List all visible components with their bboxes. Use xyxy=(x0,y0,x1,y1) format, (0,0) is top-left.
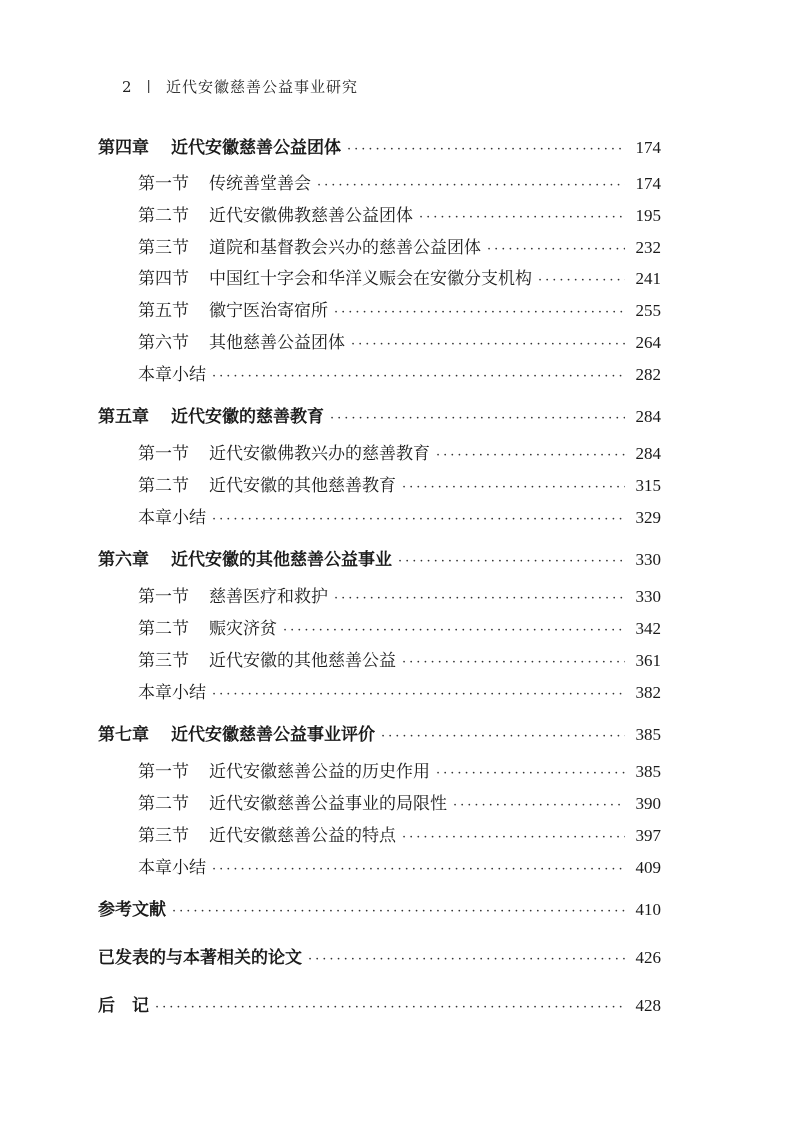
dot-leader xyxy=(347,137,625,163)
toc-entry-label xyxy=(98,135,341,161)
toc-entry-page-number: 264 xyxy=(635,333,661,352)
toc-entry-label xyxy=(138,505,206,531)
toc-entry-label xyxy=(98,897,166,923)
toc-entry-title: 徽宁医治寄宿所 xyxy=(209,301,328,321)
toc-entry-page-number: 241 xyxy=(635,269,661,288)
toc-section-entry[interactable] xyxy=(138,362,661,388)
toc-entry-number: 第六节 xyxy=(138,333,189,353)
toc-entry-number: 第五节 xyxy=(138,301,189,321)
dot-leader xyxy=(283,618,625,644)
toc-entry-page-number: 330 xyxy=(635,587,661,606)
toc-entry-page-number: 174 xyxy=(635,174,661,193)
toc-entry-number: 第二节 xyxy=(138,206,189,226)
toc-entry-page-number: 397 xyxy=(635,826,661,845)
toc-entry-page-number: 382 xyxy=(635,683,661,702)
toc-entry-title: 本章小结 xyxy=(138,683,206,703)
toc-chapter-entry[interactable] xyxy=(98,722,661,748)
toc-entry-title: 本章小结 xyxy=(138,508,206,528)
toc-entry-title: 近代安徽慈善公益团体 xyxy=(171,138,341,158)
page-number: 2 xyxy=(122,77,133,96)
toc-section-entry[interactable] xyxy=(138,235,661,261)
toc-entry-page-number: 385 xyxy=(635,725,661,744)
toc-entry-page-number: 361 xyxy=(635,651,661,670)
toc-entry-label xyxy=(138,473,396,499)
toc-entry-title: 传统善堂善会 xyxy=(209,174,311,194)
toc-entry-number: 第四章 xyxy=(98,138,149,158)
dot-leader xyxy=(212,857,625,883)
toc-entry-page-number: 385 xyxy=(635,762,661,781)
toc-chapter-entry[interactable] xyxy=(98,135,661,161)
toc-chapter-entry[interactable] xyxy=(98,404,661,430)
toc-entry-title: 近代安徽的其他慈善公益 xyxy=(209,651,396,671)
toc-entry-page-number: 315 xyxy=(635,476,661,495)
dot-leader xyxy=(436,761,625,787)
toc-entry-page-number: 174 xyxy=(635,138,661,157)
toc-entry-label xyxy=(138,362,206,388)
toc-entry-label xyxy=(138,330,345,356)
toc-section-entry[interactable] xyxy=(138,855,661,881)
toc-entry-title: 后 记 xyxy=(98,996,149,1016)
toc-entry-label xyxy=(138,823,396,849)
toc-entry-label xyxy=(98,722,375,748)
dot-leader xyxy=(402,650,625,676)
dot-leader xyxy=(381,724,625,750)
toc-entry-title: 其他慈善公益团体 xyxy=(209,333,345,353)
dot-leader xyxy=(538,268,625,294)
dot-leader xyxy=(398,549,625,575)
toc-entry-title: 近代安徽的慈善教育 xyxy=(171,407,324,427)
toc-entry-number: 第六章 xyxy=(98,550,149,570)
toc-entry-label xyxy=(138,648,396,674)
dot-leader xyxy=(402,475,625,501)
dot-leader xyxy=(172,899,625,925)
toc-entry-label xyxy=(98,993,149,1019)
toc-entry-title: 道院和基督教会兴办的慈善公益团体 xyxy=(209,238,481,258)
toc-section-entry[interactable] xyxy=(138,441,661,467)
toc-entry-title: 近代安徽慈善公益事业的局限性 xyxy=(209,794,447,814)
toc-entry-label xyxy=(138,298,328,324)
toc-entry-title: 近代安徽的其他慈善公益事业 xyxy=(171,550,392,570)
dot-leader xyxy=(402,825,625,851)
dot-leader xyxy=(334,586,625,612)
dot-leader xyxy=(212,682,625,708)
toc-entry-number: 第五章 xyxy=(98,407,149,427)
toc-entry-number: 第三节 xyxy=(138,651,189,671)
toc-entry-label xyxy=(98,547,392,573)
book-title: 近代安徽慈善公益事业研究 xyxy=(165,78,358,96)
toc-entry-title: 近代安徽慈善公益事业评价 xyxy=(171,725,375,745)
toc-entry-number: 第一节 xyxy=(138,762,189,782)
toc-entry-title: 近代安徽慈善公益的历史作用 xyxy=(209,762,430,782)
toc-entry-page-number: 284 xyxy=(635,444,661,463)
dot-leader xyxy=(317,173,625,199)
toc-entry-title: 近代安徽慈善公益的特点 xyxy=(209,826,396,846)
toc-entry-label xyxy=(138,791,447,817)
toc-entry-title: 赈灾济贫 xyxy=(209,619,277,639)
toc-entry-label xyxy=(138,616,277,642)
dot-leader xyxy=(453,793,625,819)
toc-entry-label xyxy=(138,266,532,292)
toc-entry-title: 近代安徽佛教慈善公益团体 xyxy=(209,206,413,226)
toc-chapter-entry[interactable] xyxy=(98,547,661,573)
toc-entry-page-number: 282 xyxy=(635,365,661,384)
dot-leader xyxy=(212,364,625,390)
toc-entry-page-number: 329 xyxy=(635,508,661,527)
dot-leader xyxy=(351,332,625,358)
toc-entry-title: 慈善医疗和救护 xyxy=(209,587,328,607)
toc-entry-title: 参考文献 xyxy=(98,900,166,920)
toc-entry-number: 第三节 xyxy=(138,238,189,258)
toc-entry-number: 第二节 xyxy=(138,619,189,639)
toc-entry-page-number: 428 xyxy=(635,996,661,1015)
toc-chapter-entry[interactable] xyxy=(98,993,661,1019)
toc-entry-title: 近代安徽的其他慈善教育 xyxy=(209,476,396,496)
toc-section-entry[interactable] xyxy=(138,298,661,324)
toc-entry-page-number: 284 xyxy=(635,407,661,426)
toc-entry-page-number: 232 xyxy=(635,238,661,257)
toc-section-entry[interactable] xyxy=(138,648,661,674)
toc-entry-page-number: 390 xyxy=(635,794,661,813)
toc-entry-number: 第二节 xyxy=(138,794,189,814)
toc-entry-label xyxy=(138,235,481,261)
toc-section-entry[interactable] xyxy=(138,759,661,785)
toc-section-entry[interactable] xyxy=(138,584,661,610)
toc-entry-page-number: 410 xyxy=(635,900,661,919)
toc-entry-title: 本章小结 xyxy=(138,858,206,878)
toc-entry-label xyxy=(138,855,206,881)
toc-entry-label xyxy=(138,203,413,229)
toc-entry-number: 第七章 xyxy=(98,725,149,745)
toc-entry-label xyxy=(138,584,328,610)
dot-leader xyxy=(308,947,625,973)
toc-entry-page-number: 195 xyxy=(635,206,661,225)
header-separator: | xyxy=(146,79,152,94)
toc-entry-label xyxy=(138,441,430,467)
toc-entry-number: 第四节 xyxy=(138,269,189,289)
dot-leader xyxy=(155,995,625,1021)
toc-entry-title: 近代安徽佛教兴办的慈善教育 xyxy=(209,444,430,464)
toc-entry-page-number: 342 xyxy=(635,619,661,638)
toc-chapter-entry[interactable] xyxy=(98,897,661,923)
toc-entry-label xyxy=(138,759,430,785)
toc-entry-page-number: 426 xyxy=(635,948,661,967)
toc-entry-number: 第一节 xyxy=(138,444,189,464)
toc-entry-label xyxy=(138,680,206,706)
toc-section-entry[interactable] xyxy=(138,505,661,531)
dot-leader xyxy=(334,300,625,326)
toc-entry-page-number: 409 xyxy=(635,858,661,877)
dot-leader xyxy=(330,406,625,432)
toc-section-entry[interactable] xyxy=(138,616,661,642)
toc-section-entry[interactable] xyxy=(138,680,661,706)
toc-section-entry[interactable] xyxy=(138,171,661,197)
toc-section-entry[interactable] xyxy=(138,791,661,817)
toc-entry-label xyxy=(138,171,311,197)
toc-entry-title: 中国红十字会和华洋义赈会在安徽分支机构 xyxy=(209,269,532,289)
dot-leader xyxy=(212,507,625,533)
toc-entry-page-number: 255 xyxy=(635,301,661,320)
dot-leader xyxy=(487,237,625,263)
toc-entry-number: 第三节 xyxy=(138,826,189,846)
toc-entry-title: 本章小结 xyxy=(138,365,206,385)
toc-chapter-entry[interactable] xyxy=(98,945,661,971)
toc-entry-title: 已发表的与本著相关的论文 xyxy=(98,948,302,968)
toc-section-entry[interactable] xyxy=(138,823,661,849)
dot-leader xyxy=(419,205,625,231)
toc-entry-number: 第一节 xyxy=(138,174,189,194)
toc-entry-number: 第一节 xyxy=(138,587,189,607)
toc-entry-label xyxy=(98,945,302,971)
toc-section-entry[interactable] xyxy=(138,203,661,229)
toc-section-entry[interactable] xyxy=(138,473,661,499)
toc-section-entry[interactable] xyxy=(138,266,661,292)
dot-leader xyxy=(436,443,625,469)
toc-section-entry[interactable] xyxy=(138,330,661,356)
toc-entry-label xyxy=(98,404,324,430)
toc-entry-page-number: 330 xyxy=(635,550,661,569)
toc-entry-number: 第二节 xyxy=(138,476,189,496)
